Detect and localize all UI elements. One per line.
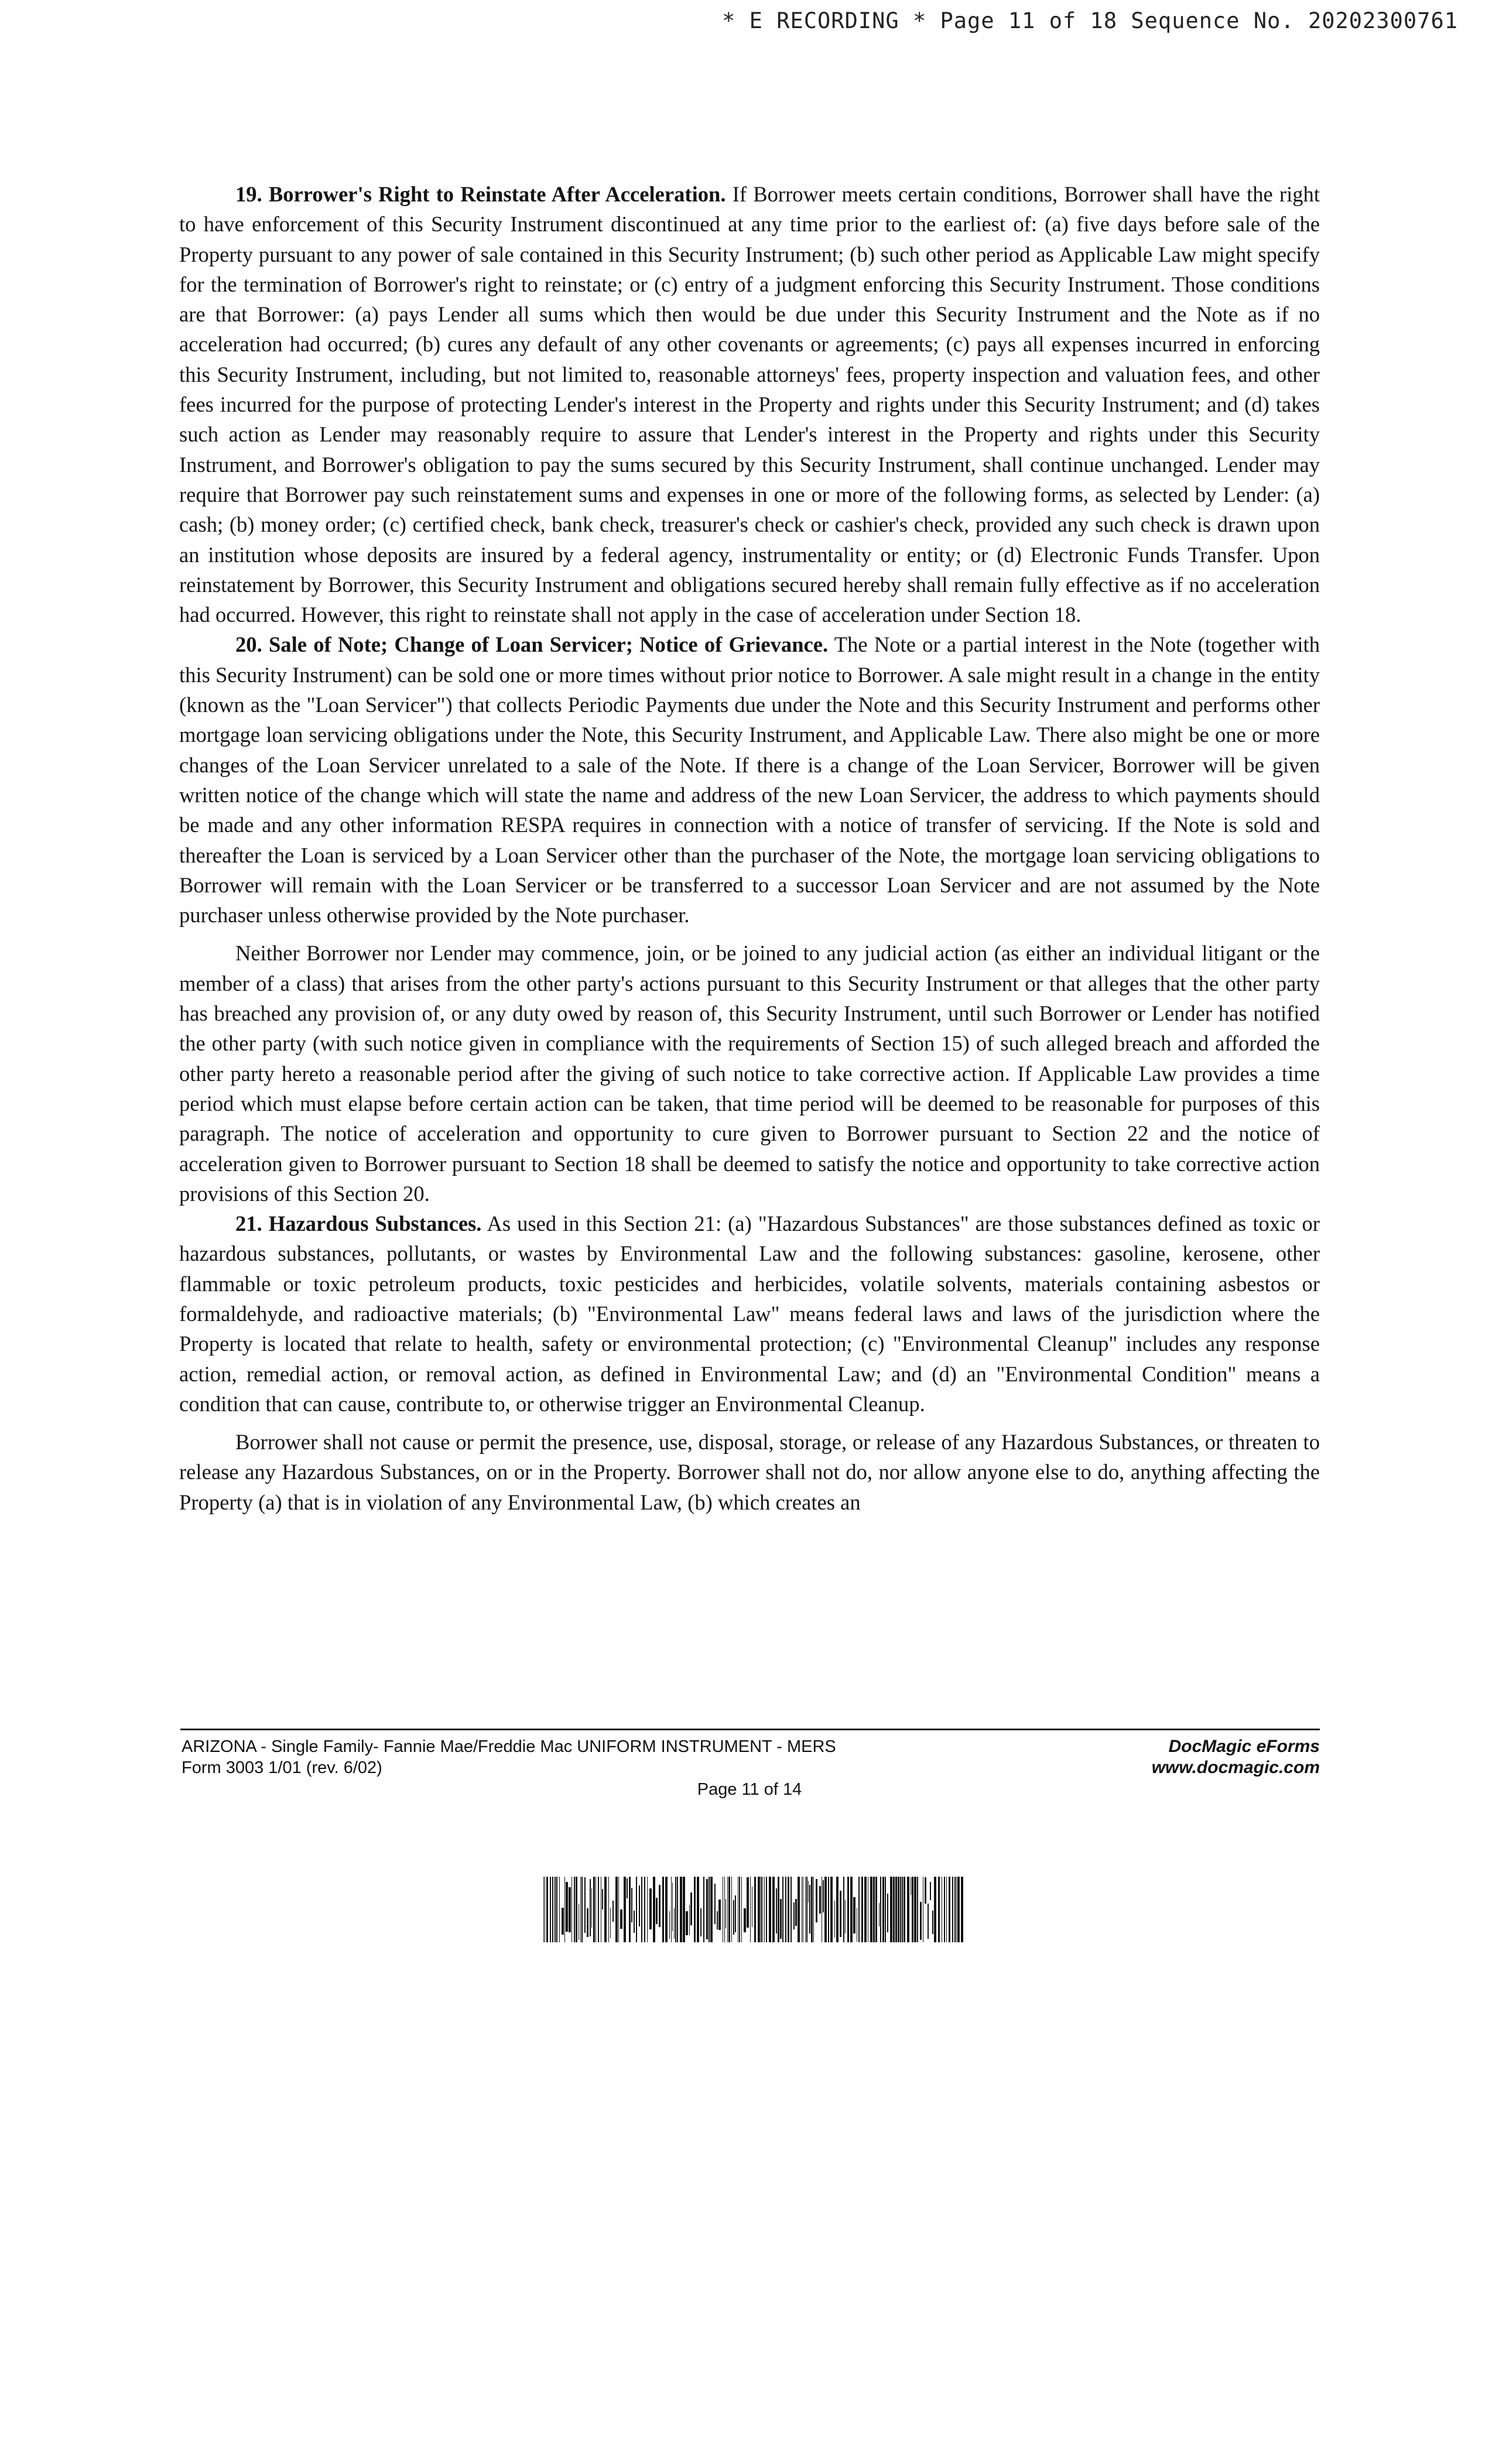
barcode-bar bbox=[782, 1877, 783, 1942]
barcode-bar bbox=[631, 1888, 632, 1922]
barcode-bar bbox=[706, 1879, 708, 1939]
barcode-bar bbox=[853, 1897, 855, 1933]
barcode-bar bbox=[694, 1877, 696, 1942]
barcode-bar bbox=[690, 1893, 692, 1925]
vendor-logo: DocMagic eForms bbox=[1168, 1737, 1320, 1756]
barcode-bar bbox=[944, 1877, 945, 1942]
barcode-bar bbox=[836, 1877, 839, 1942]
barcode-bar bbox=[731, 1877, 732, 1942]
barcode-bar bbox=[709, 1877, 710, 1942]
barcode-bar bbox=[669, 1911, 670, 1939]
barcode-bar bbox=[769, 1877, 771, 1942]
barcode-bar bbox=[612, 1901, 614, 1922]
barcode-bar bbox=[772, 1877, 775, 1942]
barcode-bar bbox=[795, 1899, 797, 1926]
barcode-bar bbox=[697, 1877, 699, 1942]
section-19 bbox=[179, 179, 1320, 629]
section-20-paragraph-2: Neither Borrower nor Lender may commence, join, or be joined to any judicial action (as either an individual litigant or the member of a class) that arises from the other party's actions pursuant to this Security Instrument or that alleges that the other party has breached any provision of, or any duty owed by reason of, this Security Instrument, until such Borrower or Lender has notified the other party (with such notice given in compliance with the requirements of Section 15) of such alleged breach and afforded the other party hereto a reasonable period after the giving of such notice to take corrective action. If Applicable Law provides a time period which must elapse before certain action can be taken, that time period will be deemed to be reasonable for purposes of this paragraph. The notice of acceleration and opportunity to cure given to Borrower pursuant to Section 22 and the notice of acceleration given to Borrower pursuant to Section 18 shall be deemed to satisfy the notice and opportunity to take corrective action provisions of this Section 20. bbox=[179, 941, 1320, 1206]
barcode-bar bbox=[934, 1877, 936, 1942]
barcode-bar bbox=[930, 1882, 931, 1900]
barcode-bar bbox=[761, 1877, 762, 1942]
barcode-bar bbox=[608, 1877, 609, 1942]
barcode-bar bbox=[956, 1877, 957, 1942]
section-20 bbox=[179, 629, 1320, 930]
barcode-bar bbox=[790, 1877, 792, 1942]
barcode-bar bbox=[728, 1877, 730, 1942]
barcode-bar bbox=[564, 1877, 565, 1942]
barcode-bar bbox=[634, 1911, 635, 1933]
barcode-bar bbox=[584, 1877, 586, 1933]
barcode-bar bbox=[615, 1877, 618, 1942]
barcode-bar bbox=[587, 1908, 588, 1937]
barcode-bar bbox=[898, 1877, 899, 1942]
barcode-bar bbox=[680, 1877, 682, 1942]
barcode-bar bbox=[861, 1877, 863, 1942]
barcode-bar bbox=[739, 1877, 740, 1942]
barcode-bar bbox=[907, 1877, 909, 1942]
barcode-bar bbox=[656, 1898, 658, 1924]
barcode-bar bbox=[574, 1877, 575, 1942]
barcode-bar bbox=[816, 1879, 817, 1922]
barcode-bar bbox=[674, 1908, 675, 1939]
barcode-bar bbox=[718, 1900, 721, 1930]
barcode-bar bbox=[629, 1877, 631, 1942]
barcode-bar bbox=[840, 1891, 841, 1937]
barcode-bar bbox=[555, 1877, 556, 1942]
barcode-bar bbox=[914, 1877, 916, 1942]
barcode-bar bbox=[744, 1908, 746, 1932]
barcode-bar bbox=[641, 1877, 642, 1942]
barcode-bar bbox=[893, 1877, 895, 1942]
barcode-bar bbox=[639, 1885, 640, 1926]
barcode-bar bbox=[912, 1877, 913, 1942]
barcode-bar bbox=[882, 1877, 884, 1942]
barcode-bar bbox=[733, 1900, 734, 1935]
section-21-paragraph-2: Borrower shall not cause or permit the presence, use, disposal, storage, or release of any Hazardous Substances, or threaten to release any Hazardous Substances, on or in the Property. Borrower shall not do, nor allow anyone else to do, anything affecting the Property (a) that is in violation of any Environmental Law, (b) which creates an bbox=[179, 1430, 1320, 1514]
barcode-bar bbox=[562, 1908, 564, 1935]
barcode-bar bbox=[785, 1877, 786, 1942]
barcode-bar bbox=[949, 1877, 950, 1942]
barcode-bar bbox=[776, 1888, 777, 1933]
barcode-bar bbox=[932, 1911, 933, 1934]
barcode-bar bbox=[788, 1877, 789, 1942]
barcode-bar bbox=[811, 1877, 813, 1942]
barcode-bar bbox=[610, 1908, 611, 1938]
barcode-bar bbox=[675, 1877, 676, 1942]
barcode-bar bbox=[793, 1902, 795, 1929]
barcode-bar bbox=[880, 1877, 881, 1942]
barcode-bar bbox=[875, 1877, 877, 1942]
barcode-bar bbox=[887, 1894, 888, 1932]
barcode-image bbox=[543, 1877, 965, 1942]
barcode-bar bbox=[580, 1877, 581, 1942]
barcode-bar bbox=[636, 1877, 637, 1942]
barcode-bar bbox=[828, 1877, 829, 1942]
barcode-bar bbox=[864, 1877, 867, 1942]
barcode-bar bbox=[809, 1885, 810, 1933]
vendor-url: www.docmagic.com bbox=[1151, 1758, 1320, 1777]
barcode-bar bbox=[566, 1882, 568, 1932]
barcode-bar bbox=[824, 1877, 827, 1942]
section-20-body: The Note or a partial interest in the Note (together with this Security Instrument) can be sold one or more times without prior notice to Borrower. A sale might result in a change in the entity (known as the "Loan Servicer") that collects Periodic Payments due under the Note and this Security Instrument and performs other mortgage loan servicing obligations under the Note, this Security Instrument, and Applicable Law. There also might be one or more changes of the Loan Servicer unrelated to a sale of the Note. If there is a change of the Loan Servicer, Borrower will be given written notice of the change which will state the name and address of the new Loan Servicer, the address to which payments should be made and any other information RESPA requires in connection with a notice of transfer of servicing. If the Note is sold and thereafter the Loan is serviced by a Loan Servicer other than the purchaser of the Note, the mortgage loan servicing obligations to Borrower will remain with the Loan Servicer or be transferred to a successor Loan Servicer and are not assumed by the Note purchaser unless otherwise provided by the Note purchaser. bbox=[179, 632, 1320, 928]
barcode-bar bbox=[725, 1899, 726, 1928]
barcode-bar bbox=[618, 1877, 619, 1942]
barcode-bar bbox=[762, 1877, 763, 1942]
barcode-bar bbox=[830, 1877, 833, 1942]
footer-form-number: Form 3003 1/01 (rev. 6/02) bbox=[182, 1758, 382, 1777]
barcode-bar bbox=[647, 1877, 648, 1942]
barcode-bar bbox=[724, 1877, 725, 1942]
barcode-bar bbox=[727, 1877, 728, 1942]
barcode-bar bbox=[620, 1909, 622, 1929]
barcode-bar bbox=[659, 1885, 660, 1927]
barcode-bar bbox=[903, 1877, 905, 1942]
barcode-bar bbox=[543, 1877, 544, 1942]
barcode-bar bbox=[717, 1911, 718, 1929]
barcode-bar bbox=[590, 1879, 591, 1936]
barcode-bar bbox=[819, 1886, 821, 1914]
recording-stamp: * E RECORDING * Page 11 of 18 Sequence No. 20202300761 bbox=[722, 8, 1458, 33]
barcode-bar bbox=[671, 1877, 672, 1942]
barcode-bar bbox=[813, 1877, 814, 1942]
barcode-bar bbox=[847, 1877, 849, 1942]
barcode-bar bbox=[672, 1883, 673, 1931]
barcode-bar bbox=[677, 1877, 678, 1942]
barcode-bar bbox=[546, 1877, 548, 1942]
barcode-bar bbox=[662, 1877, 664, 1942]
barcode-bar bbox=[624, 1877, 626, 1942]
barcode-bar bbox=[917, 1877, 918, 1942]
barcode-bar bbox=[961, 1877, 963, 1942]
barcode-bar bbox=[714, 1884, 716, 1924]
barcode-bar bbox=[550, 1877, 551, 1942]
footer-form-title: ARIZONA - Single Family- Fannie Mae/Freddie Mac UNIFORM INSTRUMENT - MERS bbox=[182, 1737, 836, 1756]
barcode-bar bbox=[602, 1889, 603, 1909]
barcode-bar bbox=[900, 1877, 901, 1942]
barcode-bar bbox=[627, 1878, 628, 1898]
barcode-bar bbox=[598, 1877, 599, 1942]
barcode-bar bbox=[665, 1877, 668, 1942]
barcode-bar bbox=[710, 1877, 713, 1942]
barcode-bar bbox=[754, 1877, 756, 1942]
section-21-body: As used in this Section 21: (a) "Hazardous Substances" are those substances defined as toxic or hazardous substances, pollutants, or wastes by Environmental Law and the following substances: gasoline, kerosene, other flammable or toxic petroleum products, toxic pesticides and herbicides, volatile solvents, materials containing asbestos or formaldehyde, and radioactive materials; (b) "Environmental Law" means federal laws and laws of the jurisdiction where the Property is located that relate to health, safety or environmental protection; (c) "Environmental Cleanup" includes any response action, remedial action, or removal action, as defined in Environmental Law; and (d) an "Environmental Condition" means a condition that can cause, contribute to, or otherwise trigger an Environmental Cleanup. bbox=[179, 1212, 1320, 1416]
barcode-bar bbox=[873, 1877, 875, 1942]
barcode-bar bbox=[805, 1877, 806, 1942]
barcode-bar bbox=[689, 1905, 690, 1935]
footer-form-info bbox=[182, 1736, 836, 1778]
barcode-bar bbox=[576, 1877, 577, 1942]
section-21 bbox=[179, 1209, 1320, 1419]
barcode-bar bbox=[870, 1877, 872, 1942]
barcode-bar bbox=[920, 1902, 922, 1940]
barcode-bar bbox=[954, 1877, 956, 1942]
section-21-heading: 21. Hazardous Substances. bbox=[235, 1212, 482, 1236]
barcode-bar bbox=[593, 1877, 595, 1942]
section-20-heading: 20. Sale of Note; Change of Loan Servicer; Notice of Grievance. bbox=[235, 632, 829, 657]
footer-vendor bbox=[1152, 1736, 1320, 1778]
barcode-bar bbox=[747, 1877, 749, 1928]
barcode-bar bbox=[957, 1877, 960, 1942]
barcode-bar bbox=[758, 1877, 760, 1942]
barcode-bar bbox=[569, 1887, 571, 1932]
barcode-bar bbox=[925, 1877, 926, 1904]
barcode-bar bbox=[823, 1880, 824, 1912]
barcode-bar bbox=[559, 1877, 560, 1942]
barcode-bar bbox=[952, 1877, 953, 1942]
barcode-bar bbox=[644, 1877, 645, 1942]
barcode-bar bbox=[764, 1877, 765, 1942]
barcode-bar bbox=[850, 1877, 853, 1942]
barcode-bar bbox=[552, 1877, 553, 1942]
barcode-bar bbox=[798, 1877, 800, 1942]
barcode-bar bbox=[902, 1877, 903, 1942]
section-19-body: If Borrower meets certain conditions, Borrower shall have the right to have enforcement of this Security Instrument discontinued at any time prior to the earliest of: (a) five days before sale of the Property pursuant to any power of sale contained in this Security Instrument; (b) such other period as Applicable Law might specify for the termination of Borrower's right to reinstate; or (c) entry of a judgment enforcing this Security Instrument. Those conditions are that Borrower: (a) pays Lender all sums which then would be due under this Security Instrument and the Note as if no acceleration had occurred; (b) cures any default of any other covenants or agreements; (c) pays all expenses incurred in enforcing this Security Instrument, including, but not limited to, reasonable attorneys' fees, property inspection and valuation fees, and other fees incurred for the purpose of protecting Lender's interest in the Property and rights under this Security Instrument; and (d) takes such action as Lender may reasonably require to assure that Lender's interest in the Property and rights under this Security Instrument, and Borrower's obligation to pay the sums secured by this Security Instrument, shall continue unchanged. Lender may require that Borrower pay such reinstatement sums and expenses in one or more of the following forms, as selected by Lender: (a) cash; (b) money order; (c) certified check, bank check, treasurer's check or cashier's check, provided any such check is drawn upon an institution whose deposits are insured by a federal agency, instrumentality or entity; or (d) Electronic Funds Transfer. Upon reinstatement by Borrower, this Security Instrument and obligations secured hereby shall remain fully effective as if no acceleration had occurred. However, this right to reinstate shall not apply in the case of acceleration under Section 18. bbox=[179, 182, 1320, 627]
barcode-bar bbox=[885, 1877, 886, 1942]
barcode-bar bbox=[808, 1881, 809, 1902]
barcode-bar bbox=[649, 1888, 652, 1929]
barcode-bar bbox=[741, 1877, 742, 1942]
section-19-heading: 19. Borrower's Right to Reinstate After Acceleration. bbox=[235, 182, 726, 206]
barcode-bar bbox=[766, 1877, 767, 1942]
barcode-bar bbox=[683, 1877, 685, 1942]
barcode-bar bbox=[890, 1877, 892, 1942]
barcode-bar bbox=[686, 1911, 688, 1935]
barcode-bar bbox=[735, 1895, 736, 1932]
barcode-bar bbox=[750, 1877, 751, 1942]
barcode-bar bbox=[653, 1877, 655, 1942]
document-body bbox=[179, 179, 1320, 1517]
barcode-bar bbox=[571, 1877, 572, 1942]
barcode-bar bbox=[928, 1904, 929, 1939]
footer-divider bbox=[180, 1729, 1320, 1730]
footer-page-number: Page 11 of 14 bbox=[697, 1780, 802, 1799]
barcode-bar bbox=[834, 1901, 835, 1938]
barcode-bar bbox=[845, 1900, 846, 1933]
barcode-bar bbox=[806, 1877, 807, 1942]
barcode-bar bbox=[581, 1877, 583, 1942]
barcode-bar bbox=[778, 1877, 779, 1942]
barcode-bar bbox=[843, 1877, 844, 1942]
barcode-bar bbox=[858, 1877, 860, 1942]
barcode-bar bbox=[556, 1877, 557, 1942]
barcode-bar bbox=[591, 1888, 592, 1928]
barcode-bar bbox=[938, 1877, 940, 1942]
barcode-bar bbox=[946, 1877, 947, 1942]
barcode-bar bbox=[604, 1877, 607, 1942]
barcode-bar bbox=[700, 1908, 701, 1936]
barcode-bar bbox=[780, 1899, 782, 1939]
barcode-bar bbox=[895, 1877, 897, 1942]
barcode-bar bbox=[703, 1877, 704, 1942]
